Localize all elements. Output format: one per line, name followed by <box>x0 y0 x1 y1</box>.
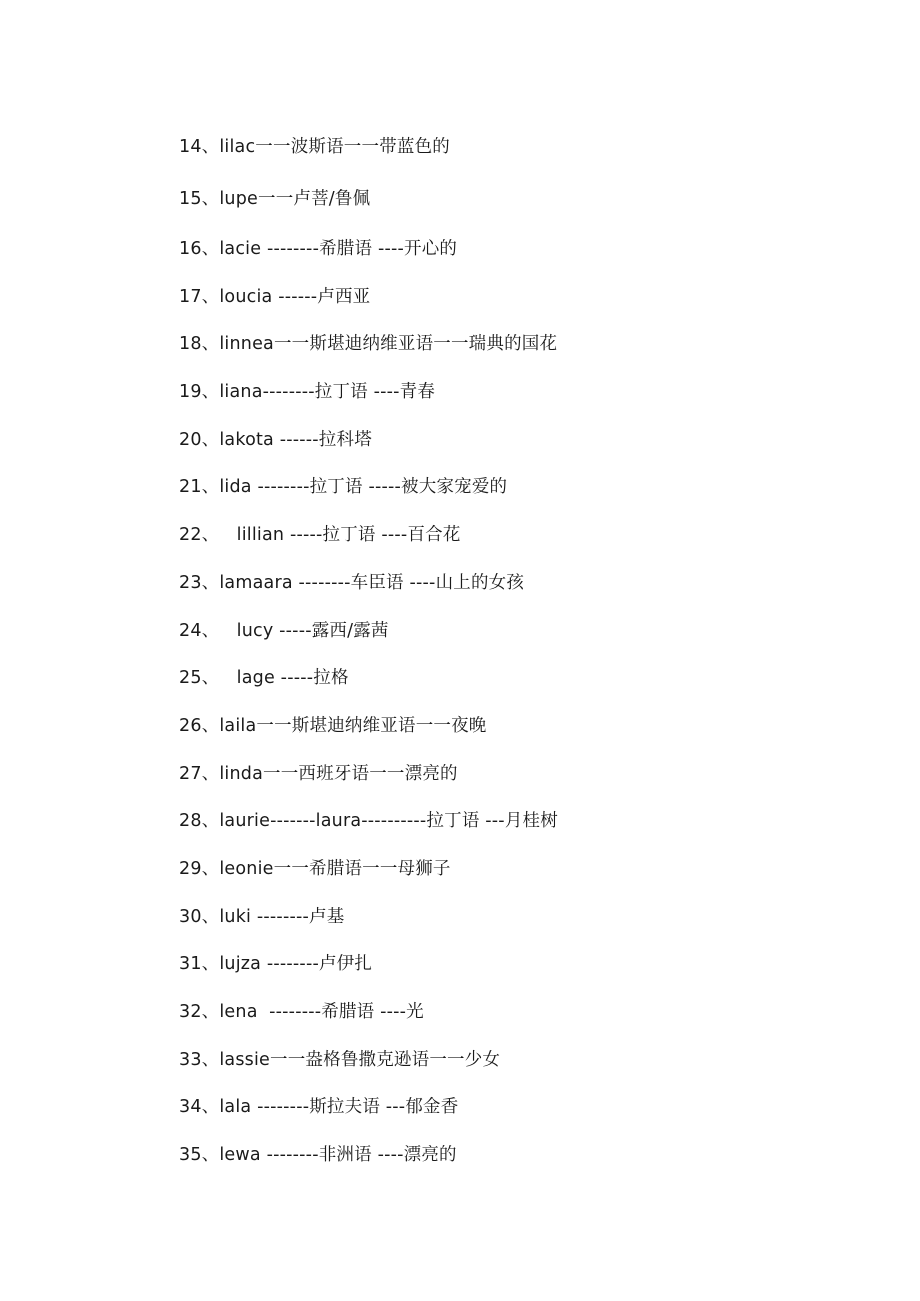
list-item: 27、linda一一西班牙语一一漂亮的 <box>179 763 458 784</box>
list-item: 23、lamaara --------车臣语 ----山上的女孩 <box>179 572 525 593</box>
list-item: 16、lacie --------希腊语 ----开心的 <box>179 239 458 259</box>
list-item: 35、lewa --------非洲语 ----漂亮的 <box>179 1145 457 1166</box>
list-item: 14、lilac一一波斯语一一带蓝色的 <box>179 137 450 157</box>
list-item: 24、 lucy -----露西/露茜 <box>179 620 389 641</box>
list-item: 29、leonie一一希腊语一一母狮子 <box>179 858 451 879</box>
list-item: 32、lena --------希腊语 ----光 <box>179 1002 424 1022</box>
list-item: 20、lakota ------拉科塔 <box>179 429 372 450</box>
list-item: 33、lassie一一盎格鲁撒克逊语一一少女 <box>179 1049 501 1070</box>
list-item: 30、luki --------卢基 <box>179 906 345 927</box>
list-item: 15、lupe一一卢菩/鲁佩 <box>179 189 371 209</box>
list-item: 19、liana--------拉丁语 ----青春 <box>179 382 436 403</box>
list-item: 18、linnea一一斯堪迪纳维亚语一一瑞典的国花 <box>179 334 558 355</box>
list-item: 31、lujza --------卢伊扎 <box>179 954 373 975</box>
name-list <box>179 133 558 1189</box>
list-item: 21、lida --------拉丁语 -----被大家宠爱的 <box>179 477 508 498</box>
list-item: 26、laila一一斯堪迪纳维亚语一一夜晚 <box>179 715 487 736</box>
list-item: 17、loucia ------卢西亚 <box>179 286 371 307</box>
list-item: 28、laurie-------laura----------拉丁语 ---月桂树 <box>179 811 558 832</box>
list-item: 25、 lage -----拉格 <box>179 668 349 689</box>
list-item: 22、 lillian -----拉丁语 ----百合花 <box>179 525 461 546</box>
list-item: 34、lala --------斯拉夫语 ---郁金香 <box>179 1097 459 1118</box>
